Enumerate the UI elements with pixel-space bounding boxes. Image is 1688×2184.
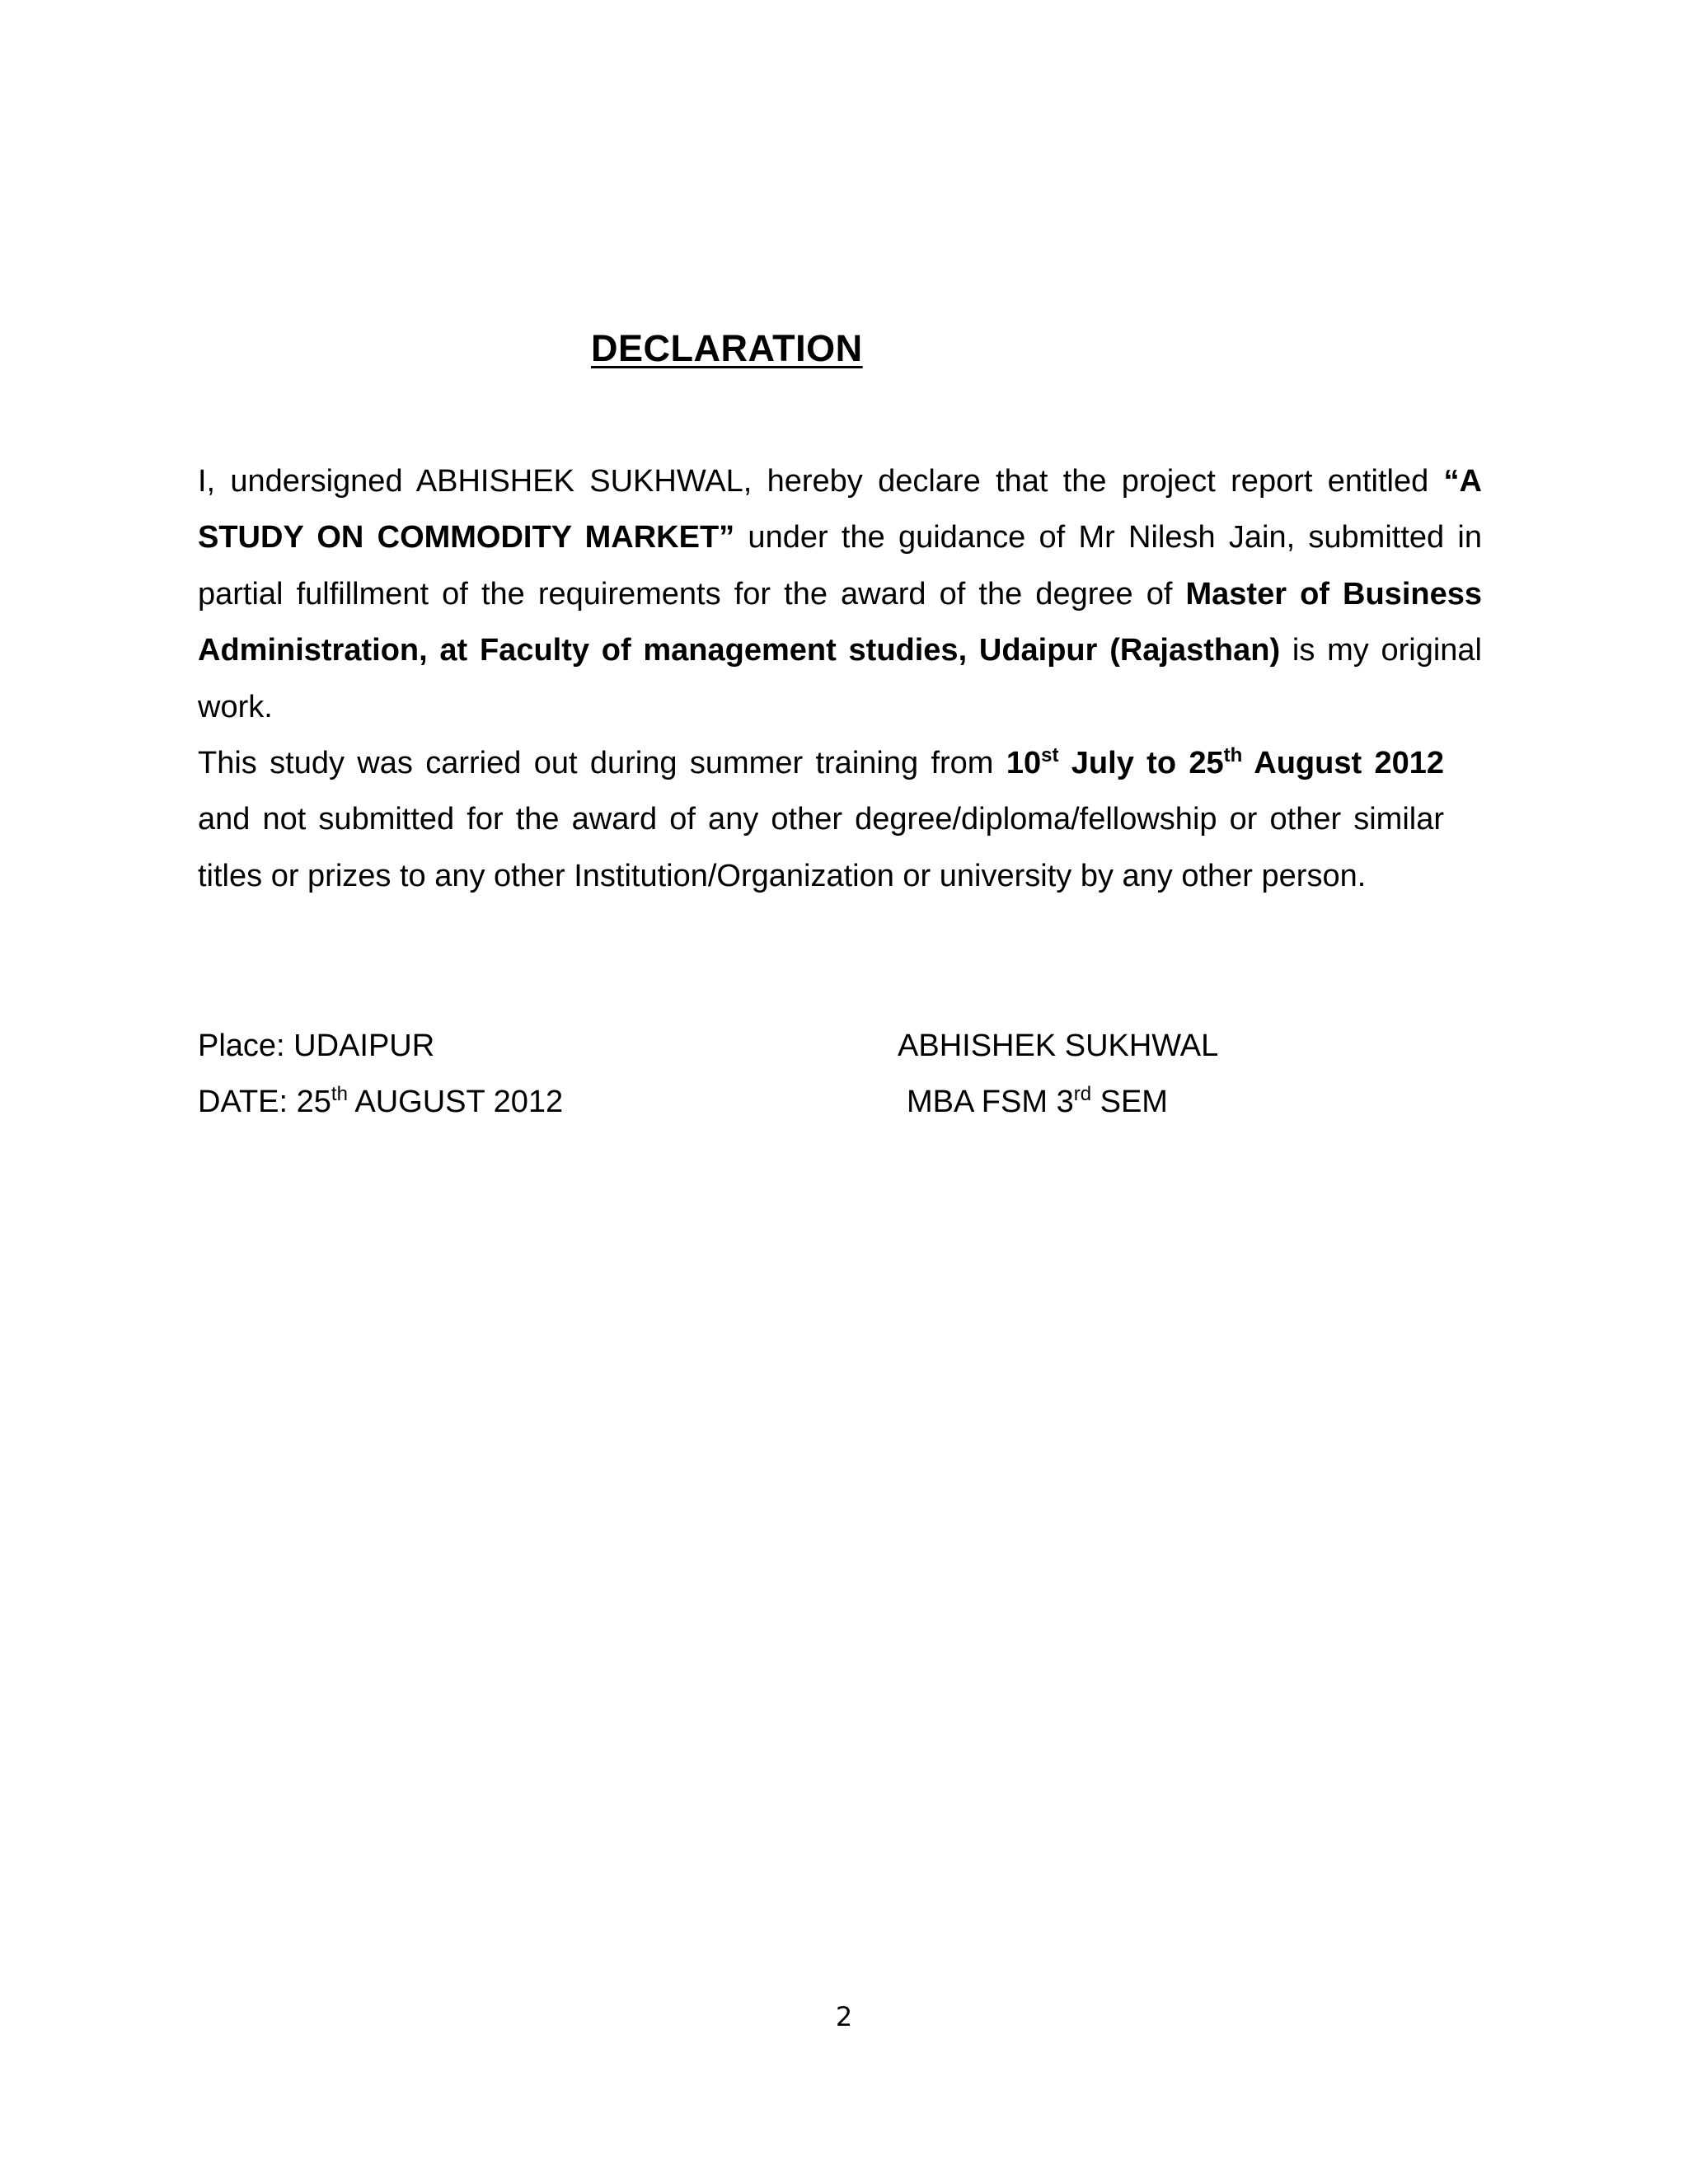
date-suffix: th xyxy=(331,1083,348,1105)
guidance-text: under the guidance of Mr Nilesh Jain, submitted in partial fulfillment of the requirements for the award of the degree of xyxy=(198,520,1482,612)
date-prefix: DATE: 25 xyxy=(198,1085,331,1119)
declaration-paragraph xyxy=(198,453,1482,735)
date-rest: AUGUST 2012 xyxy=(347,1085,564,1119)
signatory-course xyxy=(907,1082,1168,1122)
study-period-paragraph xyxy=(198,735,1444,904)
declaration-ending: is my original work. xyxy=(198,633,1482,724)
end-day-suffix: th xyxy=(1223,744,1243,766)
period-middle: July to 25 xyxy=(1058,746,1224,780)
start-day: 10 xyxy=(1006,746,1042,780)
place-line: Place: UDAIPUR xyxy=(198,1029,435,1063)
project-title: “A STUDY ON COMMODITY MARKET” xyxy=(198,464,1482,555)
date-line xyxy=(198,1082,563,1122)
page-number: 2 xyxy=(835,2001,853,2032)
start-day-suffix: st xyxy=(1041,744,1059,766)
course-rest: SEM xyxy=(1091,1085,1168,1119)
signatory-name: ABHISHEK SUKHWAL xyxy=(898,1029,1219,1063)
study-ending: and not submitted for the award of any other degree/diploma/fellowship or other similar titles or prizes to any other Institution/Organization or university by any other person. xyxy=(198,802,1444,893)
course-prefix: MBA FSM 3 xyxy=(907,1085,1074,1119)
course-suffix: rd xyxy=(1073,1083,1092,1105)
degree-name: Master of Business Administration, at Faculty of management studies, Udaipur (Rajasthan) xyxy=(198,576,1482,668)
declaration-intro: I, undersigned ABHISHEK SUKHWAL, hereby declare that the project report entitled xyxy=(198,464,1444,499)
end-month: August 2012 xyxy=(1242,746,1445,780)
page-title: DECLARATION xyxy=(591,327,863,369)
study-period xyxy=(1006,746,1444,780)
study-intro: This study was carried out during summer training from xyxy=(198,746,1006,780)
